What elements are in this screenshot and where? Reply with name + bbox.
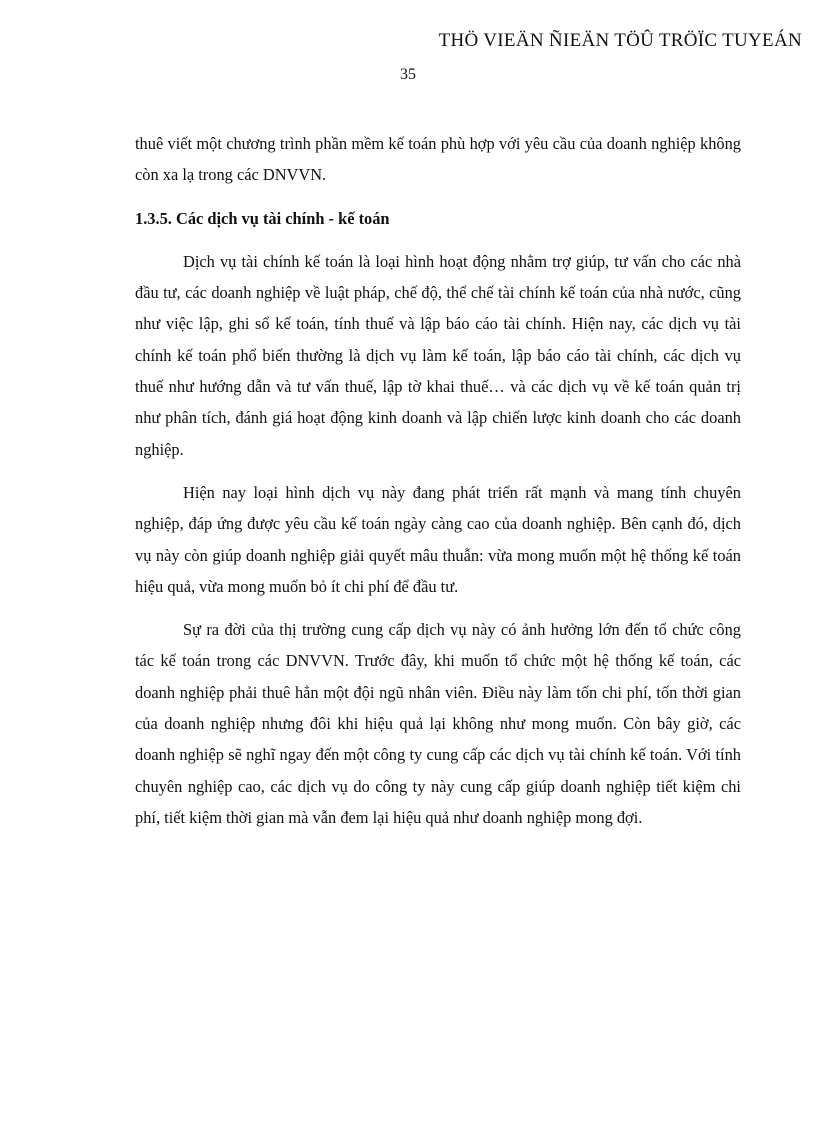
- section-heading: 1.3.5. Các dịch vụ tài chính - kế toán: [135, 208, 390, 228]
- paragraph-services-development: Hiện nay loại hình dịch vụ này đang phát triển rất mạnh và mang tính chuyên nghiệp, đáp ứng được yêu cầu kế toán ngày càng cao của doanh nghiệp. Bên cạnh đó, dịch vụ này còn giúp doanh nghiệp giải quyết mâu thuẫn: vừa mong muốn một hệ thống kế toán hiệu quả, vừa mong muốn bỏ ít chi phí để đầu tư.: [135, 482, 741, 596]
- paragraph-market-impact: Sự ra đời của thị trường cung cấp dịch vụ này có ảnh hưởng lớn đến tổ chức công tác kế toán trong các DNVVN. Trước đây, khi muốn tổ chức một hệ thống kế toán, các doanh nghiệp phải thuê hẳn một đội ngũ nhân viên. Điều này làm tốn chi phí, tốn thời gian của doanh nghiệp nhưng đôi khi hiệu quả lại không như mong muốn. Còn bây giờ, các doanh nghiệp sẽ nghĩ ngay đến một công ty cung cấp các dịch vụ tài chính kế toán. Với tính chuyên nghiệp cao, các dịch vụ do công ty này cung cấp giúp doanh nghiệp tiết kiệm chi phí, tiết kiệm thời gian mà vẫn đem lại hiệu quả như doanh nghiệp mong đợi.: [135, 620, 741, 827]
- document-body: [135, 128, 741, 845]
- intro-paragraph: thuê viết một chương trình phần mềm kế toán phù hợp với yêu cầu của doanh nghiệp không còn xa lạ trong các DNVVN.: [135, 134, 741, 185]
- paragraph-services-definition: Dịch vụ tài chính kế toán là loại hình hoạt động nhằm trợ giúp, tư vấn cho các nhà đầu tư, các doanh nghiệp về luật pháp, chế độ, thể chế tài chính kế toán của nhà nước, cũng như việc lập, ghi sổ kế toán, tính thuế và lập báo cáo tài chính. Hiện nay, các dịch vụ tài chính kế toán phổ biến thường là dịch vụ làm kế toán, lập báo cáo tài chính, các dịch vụ thuế như hướng dẫn và tư vấn thuế, lập tờ khai thuế… và các dịch vụ về kế toán quản trị như phân tích, đánh giá hoạt động kinh doanh và lập chiến lược kinh doanh cho các doanh nghiệp.: [135, 251, 741, 459]
- library-watermark: THÖ VIEÄN ÑIEÄN TÖÛ TRÖÏC TUYEÁN: [438, 30, 802, 51]
- page-number: 35: [400, 66, 416, 83]
